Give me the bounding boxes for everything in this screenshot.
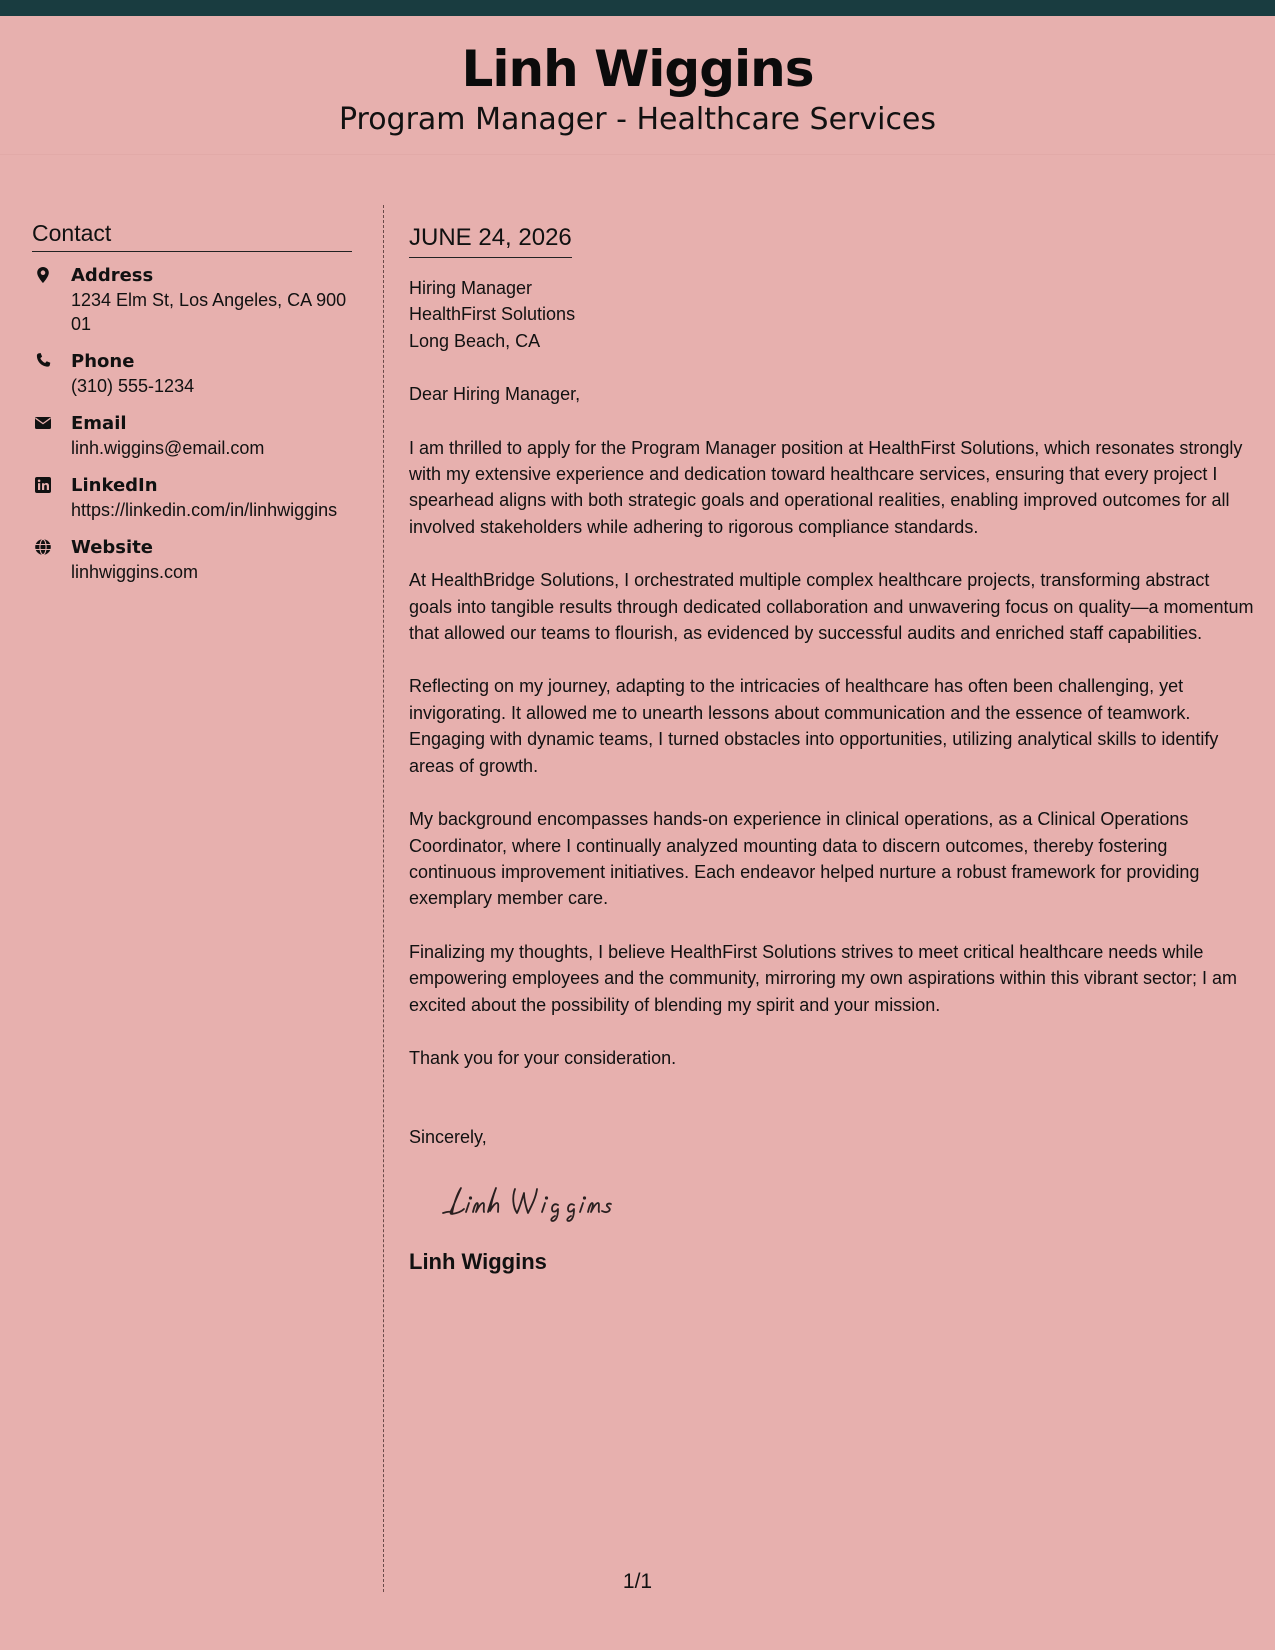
contact-label: Phone (71, 351, 135, 372)
contact-item-phone (32, 350, 352, 398)
website-value[interactable]: linhwiggins.com (71, 562, 199, 582)
contact-label: Website (71, 537, 154, 558)
contact-item-website (32, 536, 352, 584)
page-number: 1/1 (622, 1570, 653, 1593)
email-value[interactable]: linh.wiggins@email.com (71, 438, 265, 458)
recipient-line: HealthFirst Solutions (409, 304, 576, 325)
phone-icon (34, 352, 52, 370)
contact-item-address (32, 264, 352, 336)
letter-date: JUNE 24, 2026 (409, 222, 572, 258)
envelope-icon (34, 414, 52, 432)
letter-paragraph: Thank you for your consideration. (409, 1047, 677, 1068)
salutation: Dear Hiring Manager, (409, 384, 581, 405)
contact-label: Address (71, 265, 154, 286)
letter-paragraph: At HealthBridge Solutions, I orchestrated multiple complex healthcare projects, transforming abstract goals into tangible results through dedicated collaboration and unwavering focus on quality—a momentum that allowed our teams to flourish, as evidenced by successful audits and enriched staff capabilities. (409, 570, 1254, 644)
recipient-line: Hiring Manager (409, 278, 533, 298)
signature-name: Linh Wiggins (409, 1248, 547, 1274)
phone-value: (310) 555-1234 (71, 376, 195, 396)
globe-icon (34, 538, 52, 556)
contact-label: Email (71, 413, 127, 434)
header (0, 16, 1275, 155)
handwritten-signature (433, 1177, 1254, 1227)
contact-item-email (32, 412, 352, 460)
map-pin-icon (34, 266, 52, 284)
job-title: Program Manager - Healthcare Services (338, 102, 937, 137)
candidate-name: Linh Wiggins (461, 40, 814, 98)
linkedin-value[interactable]: https://linkedin.com/in/linhwiggins (71, 500, 338, 520)
address-value: 1234 Elm St, Los Angeles, CA 90001 (71, 290, 347, 334)
recipient-line: Long Beach, CA (409, 330, 541, 351)
contact-item-linkedin (32, 474, 352, 522)
contact-label: LinkedIn (71, 475, 158, 496)
letter-paragraph: My background encompasses hands-on experience in clinical operations, as a Clinical Operations Coordinator, where I continually analyzed mounting data to discern outcomes, thereby fostering continuous improvement initiatives. Each endeavor helped nurture a robust framework for providing exemplary member care. (409, 809, 1200, 909)
contact-heading: Contact (32, 220, 352, 252)
recipient-block (409, 275, 1254, 354)
letter-paragraph: Reflecting on my journey, adapting to the intricacies of healthcare has often been challenging, yet invigorating. It allowed me to unearth lessons about communication and the essence of teamwork. Engaging with dynamic teams, I turned obstacles into opportunities, utilizing analytical skills to identify areas of growth. (409, 676, 1219, 776)
top-accent-bar (0, 0, 1275, 16)
letter-paragraph: Finalizing my thoughts, I believe HealthFirst Solutions strives to meet critical healthcare needs while empowering employees and the community, mirroring my own aspirations within this vibrant sector; I am excited about the possibility of blending my spirit and your mission. (409, 941, 1237, 1015)
column-divider (383, 205, 384, 1592)
letter-body (409, 222, 1254, 1275)
linkedin-icon (34, 476, 52, 494)
contact-sidebar (32, 220, 352, 598)
letter-paragraph: I am thrilled to apply for the Program Manager position at HealthFirst Solutions, which resonates strongly with my extensive experience and dedication toward healthcare services, ensuring that every project I spearhead aligns with both strategic goals and operational realities, enabling improved outcomes for all involved stakeholders while adhering to rigorous compliance standards. (409, 437, 1243, 537)
closing: Sincerely, (409, 1127, 487, 1148)
